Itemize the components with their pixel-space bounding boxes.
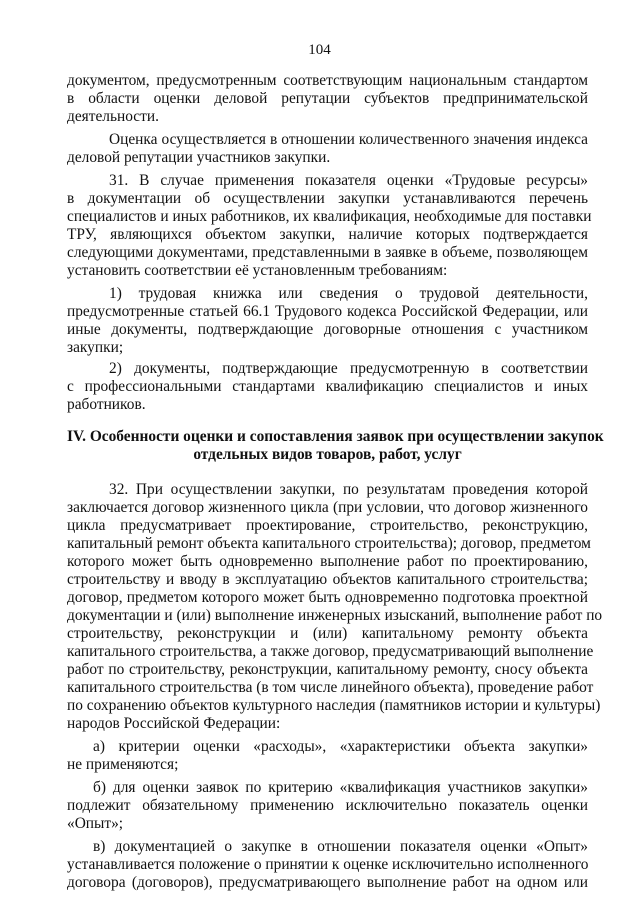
text-line: 2) документы, подтверждающие предусмотренную в соответствии <box>109 360 588 377</box>
text-line: предусмотренные статьей 66.1 Трудового кодекса Российской Федерации, или <box>67 303 588 320</box>
text-line: заключается договор жизненного цикла (при условии, что договор жизненного <box>67 499 588 516</box>
text-line: следующими документами, представленными в заявке в объеме, позволяющем <box>67 244 588 261</box>
text-line: строительству и вводу в эксплуатацию объектов капитального строительства; <box>67 571 588 588</box>
text-line: б) для оценки заявок по критерию «квалификация участников закупки» <box>93 779 588 796</box>
text-line: деловой репутации участников закупки. <box>67 149 331 166</box>
page-number: 104 <box>308 42 331 58</box>
text-line: договор, предметом которого может быть одновременно подготовка проектной <box>67 589 588 606</box>
text-line: специалистов и иных работников, их квалификация, необходимые для поставки <box>67 208 592 225</box>
text-line: установить соответствии её установленным требованиям: <box>67 262 448 279</box>
text-line: иные документы, подтверждающие договорные отношения с участником <box>67 321 588 338</box>
text-line: работников. <box>67 396 146 413</box>
text-line: «Опыт»; <box>67 815 124 832</box>
text-line: капитального строительства (в том числе линейного объекта), проведение работ <box>67 679 594 696</box>
text-line: подлежит обязательному применению исключительно показатель оценки <box>67 797 588 814</box>
text-line: капитальный ремонт объекта капитального строительства); договор, предметом <box>67 535 591 552</box>
text-line: 1) трудовая книжка или сведения о трудовой деятельности, <box>109 285 588 302</box>
text-line: деятельности. <box>67 108 159 125</box>
text-line: строительству, реконструкции и (или) капитальному ремонту объекта <box>67 625 588 642</box>
text-line: с профессиональными стандартами квалификацию специалистов и иных <box>67 378 588 395</box>
text-line: в документации об осуществлении закупки устанавливаются перечень <box>67 190 588 207</box>
text-line: 31. В случае применения показателя оценки «Трудовые ресурсы» <box>109 172 588 189</box>
text-line: капитального строительства, а также договор, предусматривающий выполнение <box>67 643 594 660</box>
text-line: закупки; <box>67 339 124 356</box>
text-line: а) критерии оценки «расходы», «характеристики объекта закупки» <box>93 738 588 755</box>
text-line: работ по строительству, реконструкции, капитальному ремонту, сносу объекта <box>67 661 588 678</box>
text-line: документации и (или) выполнение инженерных изысканий, выполнение работ по <box>67 607 603 624</box>
text-line: не применяются; <box>67 756 179 773</box>
text-line: народов Российской Федерации: <box>67 715 281 732</box>
text-line: по сохранению объектов культурного наследия (памятников истории и культуры) <box>67 697 601 714</box>
text-line: устанавливается положение о принятии к оценке исключительно исполненного <box>67 856 589 873</box>
section-heading: IV. Особенности оценки и сопоставления заявок при осуществлении закупок <box>67 428 604 445</box>
text-line: цикла предусматривает проектирование, строительство, реконструкцию, <box>67 517 588 534</box>
text-line: в) документацией о закупке в отношении показателя оценки «Опыт» <box>93 838 588 855</box>
text-line: которого может быть одновременно выполнение работ по проектированию, <box>67 553 588 570</box>
text-line: документом, предусмотренным соответствующим национальным стандартом <box>67 72 588 89</box>
section-heading: отдельных видов товаров, работ, услуг <box>193 446 462 463</box>
text-line: в области оценки деловой репутации субъектов предпринимательской <box>67 90 588 107</box>
text-line: 32. При осуществлении закупки, по результатам проведения которой <box>109 481 588 498</box>
text-line: ТРУ, являющихся объектом закупки, наличие которых подтверждается <box>67 226 588 243</box>
text-line: договора (договоров), предусматривающего выполнение работ на одном или <box>67 874 588 891</box>
text-line: Оценка осуществляется в отношении количественного значения индекса <box>109 131 588 148</box>
